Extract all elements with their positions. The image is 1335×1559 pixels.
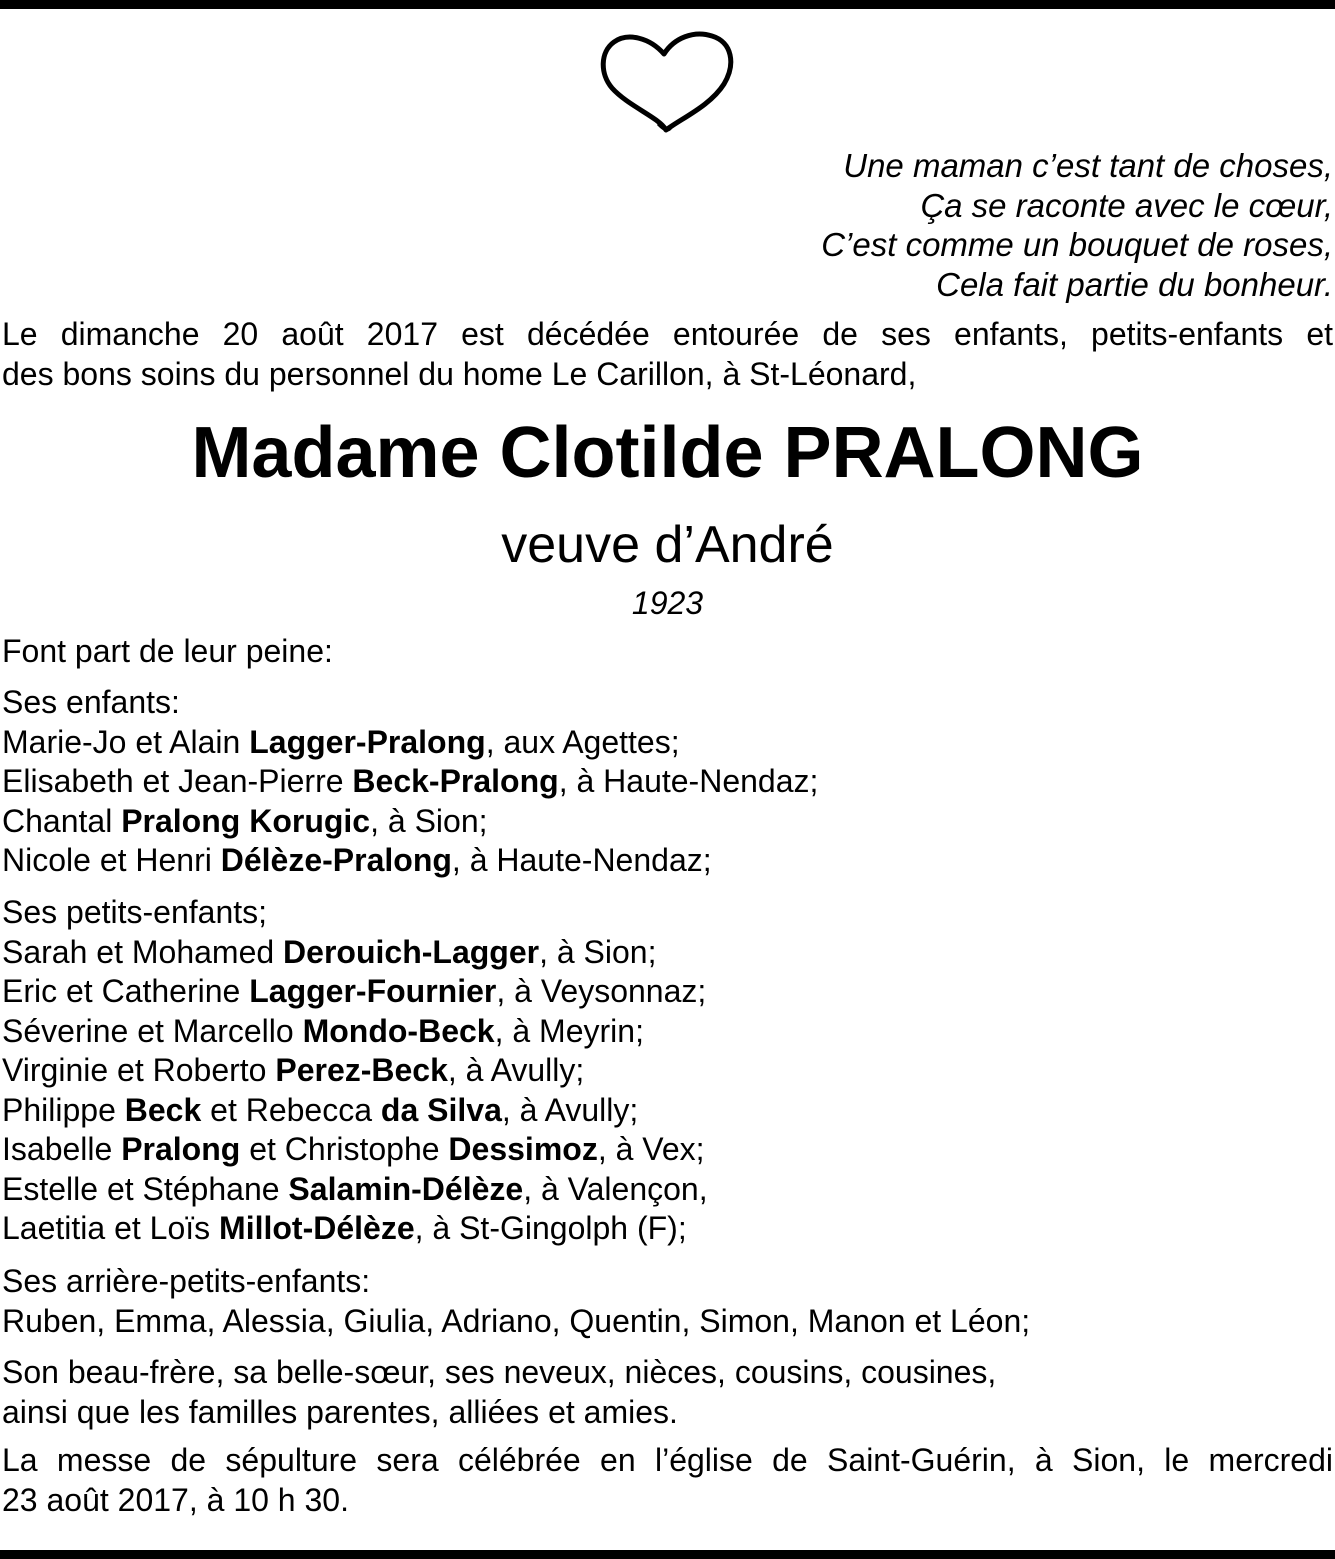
poem: [821, 146, 1333, 304]
list-item: Isabelle Pralong et Christophe Dessimoz, à Vex;: [2, 1131, 705, 1167]
widow-of: veuve d’André: [501, 516, 834, 574]
mass-line: 23 août 2017, à 10 h 30.: [2, 1481, 349, 1518]
list-item: Eric et Catherine Lagger-Fournier, à Veysonnaz;: [2, 973, 707, 1009]
extended-family-section: [2, 1353, 1333, 1432]
top-border-rule: [0, 0, 1335, 9]
children-section: [2, 683, 1333, 881]
intro-line: Le dimanche 20 août 2017 est décédée entourée de ses enfants, petits-enfants et: [2, 316, 1333, 352]
intro-paragraph: [2, 314, 1333, 394]
list-item: Marie-Jo et Alain Lagger-Pralong, aux Agettes;: [2, 723, 680, 760]
poem-line: Cela fait partie du bonheur.: [936, 265, 1333, 303]
intro-line: des bons soins du personnel du home Le Carillon, à St-Léonard,: [2, 356, 917, 392]
font-part-line: Font part de leur peine:: [2, 633, 333, 669]
list-item: Chantal Pralong Korugic, à Sion;: [2, 802, 488, 839]
list-item: Virginie et Roberto Perez-Beck, à Avully;: [2, 1052, 585, 1088]
heart-icon: [598, 30, 738, 136]
section-heading: Ses arrière-petits-enfants:: [2, 1263, 371, 1299]
poem-line: Une maman c’est tant de choses,: [843, 147, 1333, 184]
poem-line: C’est comme un bouquet de roses,: [821, 226, 1333, 263]
section-heading: Ses enfants:: [2, 684, 180, 720]
list-item: Séverine et Marcello Mondo-Beck, à Meyrin;: [2, 1012, 644, 1049]
section-heading: Ses petits-enfants;: [2, 894, 268, 930]
mass-line: La messe de sépulture sera célébrée en l’église de Saint-Guérin, à Sion, le mercredi: [2, 1442, 1333, 1478]
family-line: Son beau-frère, sa belle-sœur, ses neveux, nièces, cousins, cousines,: [2, 1354, 997, 1390]
list-item: Nicole et Henri Délèze-Pralong, à Haute-Nendaz;: [2, 842, 712, 878]
family-line: ainsi que les familles parentes, alliées et amies.: [2, 1393, 678, 1430]
list-item: Elisabeth et Jean-Pierre Beck-Pralong, à Haute-Nendaz;: [2, 763, 819, 799]
poem-line: Ça se raconte avec le cœur,: [920, 186, 1333, 224]
bottom-border-rule: [0, 1550, 1335, 1559]
grandchildren-section: [2, 893, 1333, 1249]
funeral-mass-section: [2, 1441, 1333, 1520]
names-line: Ruben, Emma, Alessia, Giulia, Adriano, Quentin, Simon, Manon et Léon;: [2, 1302, 1031, 1339]
list-item: Sarah et Mohamed Derouich-Lagger, à Sion;: [2, 933, 657, 970]
list-item: Philippe Beck et Rebecca da Silva, à Avully;: [2, 1091, 639, 1128]
great-grandchildren-section: [2, 1262, 1333, 1341]
list-item: Estelle et Stéphane Salamin-Délèze, à Valençon,: [2, 1170, 708, 1207]
deceased-name: Madame Clotilde PRALONG: [191, 413, 1144, 493]
birth-year: 1923: [631, 585, 704, 621]
list-item: Laetitia et Loïs Millot-Délèze, à St-Gingolph (F);: [2, 1210, 687, 1246]
